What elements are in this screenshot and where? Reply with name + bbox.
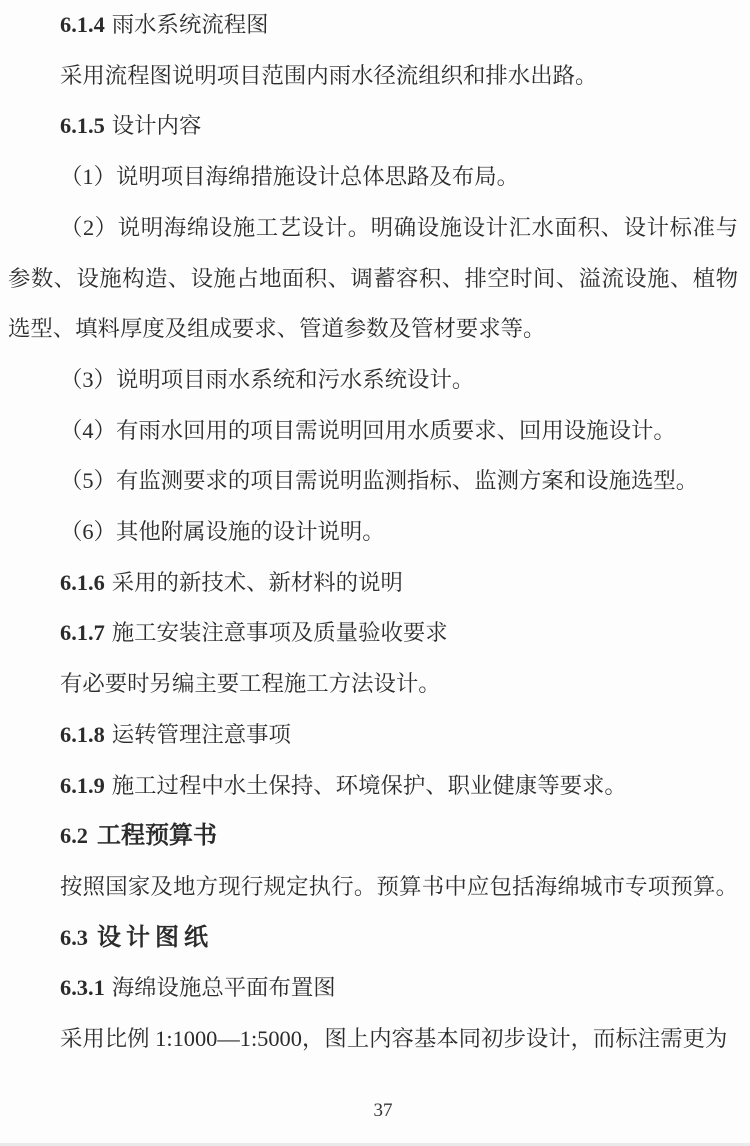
section-number: 6.2 bbox=[60, 823, 88, 849]
para-6-1-4-body: 采用流程图说明项目范围内雨水径流组织和排水出路。 bbox=[60, 62, 598, 88]
section-number: 6.3.1 bbox=[60, 975, 105, 1001]
heading-6-1-4 bbox=[8, 0, 738, 51]
document-body bbox=[8, 0, 738, 1065]
section-title: 雨水系统流程图 bbox=[111, 12, 269, 37]
list-item-1: （1）说明项目海绵措施设计总体思路及布局。 bbox=[60, 164, 520, 190]
heading-6-1-8 bbox=[8, 710, 738, 761]
para-6-3-1-body: 采用比例 1:1000—1:5000，图上内容基本同初步设计，而标注需更为 bbox=[60, 1026, 728, 1052]
heading-6-1-5 bbox=[8, 101, 738, 152]
list-item-4: （4）有雨水回用的项目需说明回用水质要求、回用设施设计。 bbox=[60, 417, 676, 443]
section-title: 工程预算书 bbox=[97, 823, 217, 850]
section-number: 6.1.7 bbox=[60, 620, 105, 646]
list-item-2-line-1: （2）说明海绵设施工艺设计。明确设施设计汇水面积、设计标准与 bbox=[60, 214, 738, 240]
list-item-6: （6）其他附属设施的设计说明。 bbox=[60, 519, 385, 545]
para-6-2-body: 按照国家及地方现行规定执行。预算书中应包括海绵城市专项预算。 bbox=[60, 873, 738, 899]
list-item-2-line-3: 选型、填料厚度及组成要求、管道参数及管材要求等。 bbox=[8, 316, 546, 342]
section-title: 设计图纸 bbox=[97, 924, 213, 951]
heading-6-3 bbox=[8, 913, 738, 964]
heading-6-1-6 bbox=[8, 558, 738, 609]
list-item-3: （3）说明项目雨水系统和污水系统设计。 bbox=[60, 366, 475, 392]
para-6-1-7-body: 有必要时另编主要工程施工方法设计。 bbox=[60, 671, 441, 697]
section-number: 6.1.9 bbox=[60, 772, 105, 798]
page-number: 37 bbox=[373, 1100, 393, 1121]
section-number: 6.1.4 bbox=[60, 12, 105, 37]
heading-6-1-7 bbox=[8, 608, 738, 659]
heading-6-3-1 bbox=[8, 963, 738, 1014]
section-title: 海绵设施总平面布置图 bbox=[111, 975, 336, 1001]
section-number: 6.1.5 bbox=[60, 113, 105, 139]
heading-6-1-9 bbox=[8, 761, 738, 812]
section-title: 施工安装注意事项及质量验收要求 bbox=[111, 620, 448, 646]
section-number: 6.1.8 bbox=[60, 721, 105, 747]
section-title: 运转管理注意事项 bbox=[111, 721, 291, 747]
section-title: 设计内容 bbox=[111, 113, 202, 139]
section-title: 采用的新技术、新材料的说明 bbox=[111, 569, 403, 595]
section-title: 施工过程中水土保持、环境保护、职业健康等要求。 bbox=[111, 772, 627, 798]
list-item-5: （5）有监测要求的项目需说明监测指标、监测方案和设施选型。 bbox=[60, 468, 699, 494]
section-number: 6.3 bbox=[60, 924, 88, 950]
heading-6-2 bbox=[8, 811, 738, 862]
section-number: 6.1.6 bbox=[60, 569, 105, 595]
list-item-2-line-2: 参数、设施构造、设施占地面积、调蓄容积、排空时间、溢流设施、植物 bbox=[8, 265, 738, 291]
